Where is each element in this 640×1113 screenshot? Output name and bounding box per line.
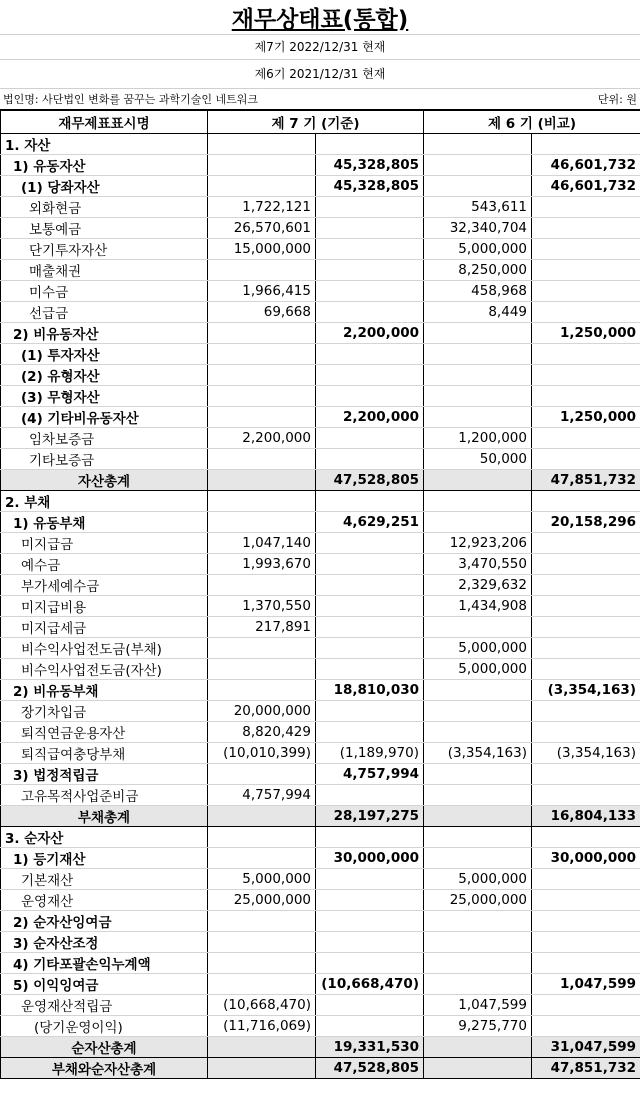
- table-row: [1, 428, 640, 449]
- current-subtotal-value: [316, 428, 424, 449]
- table-row: [1, 218, 640, 239]
- account-label: 2. 부채: [1, 491, 208, 512]
- current-subtotal-value: [316, 218, 424, 239]
- current-subtotal-value: 19,331,530: [316, 1037, 424, 1058]
- prior-detail-value: 5,000,000: [424, 239, 532, 260]
- current-detail-value: 20,000,000: [208, 701, 316, 722]
- account-label: 3) 순자산조정: [1, 932, 208, 953]
- account-label: (3) 무형자산: [1, 386, 208, 407]
- prior-detail-value: [424, 764, 532, 785]
- prior-detail-value: 1,047,599: [424, 995, 532, 1016]
- account-label: 3. 순자산: [1, 827, 208, 848]
- table-row: [1, 617, 640, 638]
- table-row: [1, 155, 640, 176]
- total-row: [1, 1037, 640, 1058]
- table-row: [1, 848, 640, 869]
- current-detail-value: [208, 1037, 316, 1058]
- current-subtotal-value: 28,197,275: [316, 806, 424, 827]
- prior-detail-value: [424, 806, 532, 827]
- current-detail-value: [208, 932, 316, 953]
- table-row: [1, 680, 640, 701]
- prior-detail-value: [424, 155, 532, 176]
- current-subtotal-value: [316, 995, 424, 1016]
- prior-detail-value: 5,000,000: [424, 638, 532, 659]
- account-label: 단기투자자산: [1, 239, 208, 260]
- current-subtotal-value: [316, 1016, 424, 1037]
- table-row: [1, 764, 640, 785]
- prior-subtotal-value: [532, 260, 640, 281]
- table-row: [1, 533, 640, 554]
- prior-detail-value: [424, 680, 532, 701]
- current-detail-value: 8,820,429: [208, 722, 316, 743]
- column-header-prior: 제 6 기 (비교): [424, 111, 640, 134]
- table-row: [1, 953, 640, 974]
- prior-detail-value: [424, 491, 532, 512]
- current-detail-value: [208, 470, 316, 491]
- prior-subtotal-value: [532, 197, 640, 218]
- table-row: [1, 344, 640, 365]
- prior-subtotal-value: [532, 344, 640, 365]
- prior-subtotal-value: [532, 428, 640, 449]
- current-detail-value: 1,993,670: [208, 554, 316, 575]
- table-row: [1, 176, 640, 197]
- current-detail-value: [208, 407, 316, 428]
- account-label: 비수익사업전도금(자산): [1, 659, 208, 680]
- account-label: 퇴직급여충당부채: [1, 743, 208, 764]
- prior-subtotal-value: [532, 596, 640, 617]
- current-subtotal-value: 4,629,251: [316, 512, 424, 533]
- table-row: [1, 512, 640, 533]
- account-label: 운영재산: [1, 890, 208, 911]
- prior-detail-value: [424, 1058, 532, 1079]
- prior-subtotal-value: 47,851,732: [532, 470, 640, 491]
- prior-detail-value: [424, 386, 532, 407]
- current-subtotal-value: 2,200,000: [316, 323, 424, 344]
- account-label: 부채총계: [1, 806, 208, 827]
- account-label: 미지급세금: [1, 617, 208, 638]
- prior-subtotal-value: [532, 491, 640, 512]
- table-row: [1, 869, 640, 890]
- account-label: 비수익사업전도금(부채): [1, 638, 208, 659]
- current-detail-value: [208, 575, 316, 596]
- table-row: [1, 911, 640, 932]
- prior-subtotal-value: 16,804,133: [532, 806, 640, 827]
- current-detail-value: [208, 491, 316, 512]
- prior-subtotal-value: 46,601,732: [532, 176, 640, 197]
- table-row: [1, 302, 640, 323]
- current-detail-value: [208, 176, 316, 197]
- current-subtotal-value: [316, 302, 424, 323]
- current-detail-value: [208, 1058, 316, 1079]
- title-row: [0, 0, 640, 35]
- column-header-current: 제 7 기 (기준): [208, 111, 424, 134]
- page-title: 재무상태표(통합): [231, 6, 409, 33]
- account-label: 선급금: [1, 302, 208, 323]
- current-subtotal-value: [316, 932, 424, 953]
- current-subtotal-value: 47,528,805: [316, 470, 424, 491]
- account-label: 자산총계: [1, 470, 208, 491]
- table-row: [1, 974, 640, 995]
- current-detail-value: 217,891: [208, 617, 316, 638]
- account-label: (1) 당좌자산: [1, 176, 208, 197]
- prior-detail-value: [424, 365, 532, 386]
- current-detail-value: [208, 155, 316, 176]
- prior-detail-value: [424, 911, 532, 932]
- prior-subtotal-value: [532, 722, 640, 743]
- current-subtotal-value: [316, 575, 424, 596]
- prior-detail-value: [424, 323, 532, 344]
- prior-detail-value: [424, 407, 532, 428]
- prior-detail-value: 8,449: [424, 302, 532, 323]
- account-label: 퇴직연금운용자산: [1, 722, 208, 743]
- prior-subtotal-value: [532, 554, 640, 575]
- current-subtotal-value: [316, 890, 424, 911]
- balance-table: [0, 110, 640, 1079]
- prior-detail-value: [424, 344, 532, 365]
- prior-subtotal-value: (3,354,163): [532, 743, 640, 764]
- current-subtotal-value: [316, 491, 424, 512]
- table-row: [1, 995, 640, 1016]
- account-label: 1) 유동부채: [1, 512, 208, 533]
- account-label: 2) 순자산잉여금: [1, 911, 208, 932]
- prior-detail-value: 32,340,704: [424, 218, 532, 239]
- prior-subtotal-value: [532, 281, 640, 302]
- table-row: [1, 638, 640, 659]
- prior-detail-value: 1,434,908: [424, 596, 532, 617]
- account-label: 미지급금: [1, 533, 208, 554]
- current-subtotal-value: [316, 953, 424, 974]
- table-row: [1, 596, 640, 617]
- current-subtotal-value: 4,757,994: [316, 764, 424, 785]
- account-label: 미지급비용: [1, 596, 208, 617]
- current-subtotal-value: [316, 386, 424, 407]
- prior-detail-value: [424, 722, 532, 743]
- current-detail-value: [208, 134, 316, 155]
- account-label: 1. 자산: [1, 134, 208, 155]
- table-row: [1, 743, 640, 764]
- account-label: 3) 법정적립금: [1, 764, 208, 785]
- table-header-row: [1, 111, 640, 134]
- prior-detail-value: [424, 701, 532, 722]
- prior-detail-value: 3,470,550: [424, 554, 532, 575]
- current-subtotal-value: 47,528,805: [316, 1058, 424, 1079]
- account-label: 고유목적사업준비금: [1, 785, 208, 806]
- prior-detail-value: [424, 1037, 532, 1058]
- table-row: [1, 260, 640, 281]
- account-label: 1) 등기재산: [1, 848, 208, 869]
- table-row: [1, 386, 640, 407]
- table-row: [1, 701, 640, 722]
- current-detail-value: [208, 344, 316, 365]
- prior-subtotal-value: 30,000,000: [532, 848, 640, 869]
- current-subtotal-value: (1,189,970): [316, 743, 424, 764]
- table-row: [1, 785, 640, 806]
- current-subtotal-value: [316, 533, 424, 554]
- current-subtotal-value: 45,328,805: [316, 176, 424, 197]
- current-detail-value: [208, 680, 316, 701]
- prior-detail-value: [424, 134, 532, 155]
- prior-detail-value: [424, 953, 532, 974]
- current-detail-value: [208, 365, 316, 386]
- account-label: (4) 기타비유동자산: [1, 407, 208, 428]
- current-detail-value: [208, 974, 316, 995]
- prior-detail-value: 458,968: [424, 281, 532, 302]
- current-detail-value: 15,000,000: [208, 239, 316, 260]
- current-detail-value: 4,757,994: [208, 785, 316, 806]
- current-detail-value: [208, 806, 316, 827]
- current-detail-value: 5,000,000: [208, 869, 316, 890]
- prior-period: 제6기 2021/12/31 현재: [0, 60, 640, 89]
- prior-detail-value: [424, 848, 532, 869]
- table-row: [1, 197, 640, 218]
- prior-subtotal-value: [532, 239, 640, 260]
- account-label: 2) 비유동부채: [1, 680, 208, 701]
- prior-detail-value: (3,354,163): [424, 743, 532, 764]
- column-header-account: 재무제표표시명: [1, 111, 208, 134]
- current-subtotal-value: [316, 344, 424, 365]
- table-row: [1, 659, 640, 680]
- current-detail-value: [208, 953, 316, 974]
- account-label: 기본재산: [1, 869, 208, 890]
- current-detail-value: 69,668: [208, 302, 316, 323]
- current-detail-value: [208, 764, 316, 785]
- current-subtotal-value: [316, 554, 424, 575]
- current-detail-value: 1,047,140: [208, 533, 316, 554]
- prior-subtotal-value: [532, 218, 640, 239]
- current-subtotal-value: 45,328,805: [316, 155, 424, 176]
- prior-subtotal-value: [532, 302, 640, 323]
- current-detail-value: [208, 848, 316, 869]
- prior-subtotal-value: [532, 659, 640, 680]
- prior-detail-value: [424, 617, 532, 638]
- prior-detail-value: 50,000: [424, 449, 532, 470]
- current-detail-value: 2,200,000: [208, 428, 316, 449]
- prior-subtotal-value: [532, 701, 640, 722]
- current-detail-value: [208, 659, 316, 680]
- account-label: 순자산총계: [1, 1037, 208, 1058]
- table-row: [1, 575, 640, 596]
- account-label: (1) 투자자산: [1, 344, 208, 365]
- prior-detail-value: 9,275,770: [424, 1016, 532, 1037]
- account-label: 보통예금: [1, 218, 208, 239]
- prior-subtotal-value: [532, 365, 640, 386]
- table-body: [1, 134, 640, 1079]
- current-subtotal-value: [316, 638, 424, 659]
- prior-subtotal-value: [532, 449, 640, 470]
- prior-detail-value: [424, 470, 532, 491]
- prior-subtotal-value: [532, 869, 640, 890]
- prior-subtotal-value: [532, 386, 640, 407]
- account-label: 기타보증금: [1, 449, 208, 470]
- prior-detail-value: [424, 176, 532, 197]
- table-row: [1, 449, 640, 470]
- account-label: 5) 이익잉여금: [1, 974, 208, 995]
- prior-subtotal-value: [532, 932, 640, 953]
- current-subtotal-value: 30,000,000: [316, 848, 424, 869]
- total-row: [1, 470, 640, 491]
- total-row: [1, 1058, 640, 1079]
- prior-subtotal-value: [532, 995, 640, 1016]
- prior-subtotal-value: [532, 638, 640, 659]
- table-row: [1, 281, 640, 302]
- current-subtotal-value: 2,200,000: [316, 407, 424, 428]
- current-detail-value: 25,000,000: [208, 890, 316, 911]
- prior-subtotal-value: [532, 953, 640, 974]
- current-detail-value: 1,722,121: [208, 197, 316, 218]
- table-row: [1, 134, 640, 155]
- current-subtotal-value: [316, 659, 424, 680]
- current-subtotal-value: [316, 449, 424, 470]
- prior-subtotal-value: [532, 911, 640, 932]
- prior-subtotal-value: [532, 617, 640, 638]
- current-detail-value: 26,570,601: [208, 218, 316, 239]
- current-subtotal-value: [316, 239, 424, 260]
- prior-detail-value: 2,329,632: [424, 575, 532, 596]
- current-detail-value: [208, 638, 316, 659]
- current-subtotal-value: [316, 722, 424, 743]
- prior-detail-value: [424, 512, 532, 533]
- current-subtotal-value: [316, 197, 424, 218]
- prior-detail-value: 543,611: [424, 197, 532, 218]
- current-detail-value: (10,010,399): [208, 743, 316, 764]
- table-row: [1, 932, 640, 953]
- prior-subtotal-value: 47,851,732: [532, 1058, 640, 1079]
- current-period: 제7기 2022/12/31 현재: [0, 35, 640, 60]
- current-detail-value: (10,668,470): [208, 995, 316, 1016]
- current-subtotal-value: [316, 827, 424, 848]
- account-label: (2) 유형자산: [1, 365, 208, 386]
- prior-subtotal-value: [532, 134, 640, 155]
- current-detail-value: [208, 449, 316, 470]
- entity-name: 법인명: 사단법인 변화를 꿈꾸는 과학기술인 네트워크: [3, 93, 258, 106]
- prior-subtotal-value: (3,354,163): [532, 680, 640, 701]
- table-row: [1, 1016, 640, 1037]
- account-label: 4) 기타포괄손익누계액: [1, 953, 208, 974]
- prior-detail-value: [424, 974, 532, 995]
- account-label: 1) 유동자산: [1, 155, 208, 176]
- prior-subtotal-value: [532, 827, 640, 848]
- current-subtotal-value: [316, 365, 424, 386]
- prior-detail-value: 5,000,000: [424, 869, 532, 890]
- current-detail-value: 1,370,550: [208, 596, 316, 617]
- account-label: 2) 비유동자산: [1, 323, 208, 344]
- current-detail-value: [208, 260, 316, 281]
- table-row: [1, 239, 640, 260]
- account-label: 운영재산적립금: [1, 995, 208, 1016]
- prior-subtotal-value: 1,250,000: [532, 407, 640, 428]
- table-row: [1, 722, 640, 743]
- prior-detail-value: 12,923,206: [424, 533, 532, 554]
- table-row: [1, 890, 640, 911]
- account-label: 외화현금: [1, 197, 208, 218]
- prior-subtotal-value: 31,047,599: [532, 1037, 640, 1058]
- total-row: [1, 806, 640, 827]
- prior-subtotal-value: [532, 764, 640, 785]
- current-subtotal-value: [316, 701, 424, 722]
- current-detail-value: [208, 911, 316, 932]
- account-label: 임차보증금: [1, 428, 208, 449]
- current-subtotal-value: [316, 281, 424, 302]
- table-row: [1, 323, 640, 344]
- table-row: [1, 365, 640, 386]
- current-subtotal-value: (10,668,470): [316, 974, 424, 995]
- current-detail-value: (11,716,069): [208, 1016, 316, 1037]
- table-row: [1, 554, 640, 575]
- account-label: 장기차입금: [1, 701, 208, 722]
- account-label: 부가세예수금: [1, 575, 208, 596]
- prior-subtotal-value: [532, 533, 640, 554]
- prior-detail-value: 25,000,000: [424, 890, 532, 911]
- prior-subtotal-value: [532, 575, 640, 596]
- account-label: 미수금: [1, 281, 208, 302]
- current-detail-value: [208, 386, 316, 407]
- prior-subtotal-value: [532, 785, 640, 806]
- prior-subtotal-value: [532, 1016, 640, 1037]
- prior-subtotal-value: 20,158,296: [532, 512, 640, 533]
- current-detail-value: 1,966,415: [208, 281, 316, 302]
- account-label: 부채와순자산총계: [1, 1058, 208, 1079]
- prior-detail-value: [424, 827, 532, 848]
- account-label: 매출채권: [1, 260, 208, 281]
- table-row: [1, 827, 640, 848]
- current-detail-value: [208, 512, 316, 533]
- prior-subtotal-value: 46,601,732: [532, 155, 640, 176]
- current-subtotal-value: [316, 911, 424, 932]
- current-subtotal-value: [316, 134, 424, 155]
- current-subtotal-value: [316, 869, 424, 890]
- account-label: (당기운영이익): [1, 1016, 208, 1037]
- account-label: 예수금: [1, 554, 208, 575]
- prior-detail-value: 8,250,000: [424, 260, 532, 281]
- prior-subtotal-value: [532, 890, 640, 911]
- current-subtotal-value: [316, 785, 424, 806]
- prior-detail-value: 1,200,000: [424, 428, 532, 449]
- prior-subtotal-value: 1,047,599: [532, 974, 640, 995]
- table-row: [1, 491, 640, 512]
- current-subtotal-value: [316, 617, 424, 638]
- unit-label: 단위: 원: [597, 93, 637, 106]
- prior-detail-value: 5,000,000: [424, 659, 532, 680]
- current-subtotal-value: [316, 596, 424, 617]
- table-row: [1, 407, 640, 428]
- current-detail-value: [208, 827, 316, 848]
- prior-subtotal-value: 1,250,000: [532, 323, 640, 344]
- prior-detail-value: [424, 932, 532, 953]
- current-detail-value: [208, 323, 316, 344]
- info-row: [0, 89, 640, 110]
- current-subtotal-value: 18,810,030: [316, 680, 424, 701]
- prior-detail-value: [424, 785, 532, 806]
- current-subtotal-value: [316, 260, 424, 281]
